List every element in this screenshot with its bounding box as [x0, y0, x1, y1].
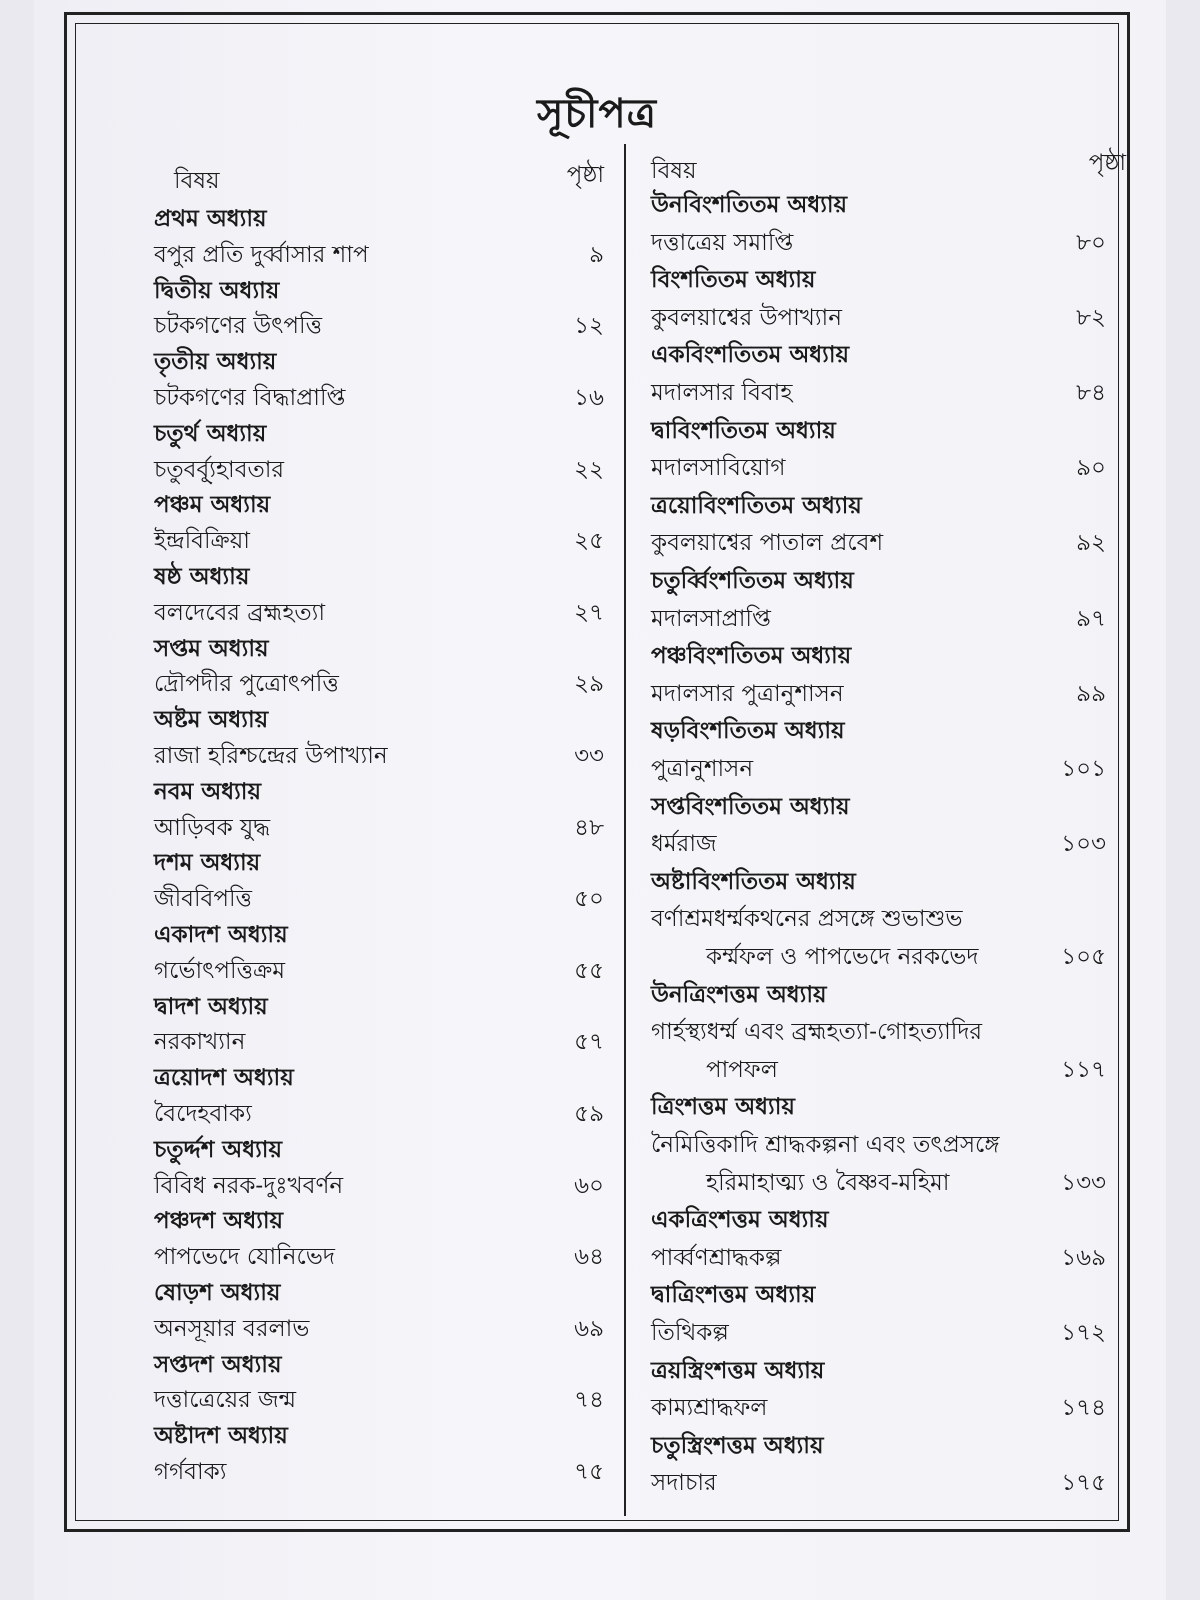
toc-entry-title: চটকগণের উৎপত্তি: [154, 313, 323, 340]
toc-entry-title: নবম অধ্যায়: [154, 777, 262, 805]
toc-entry-title: দ্বিতীয় অধ্যায়: [154, 276, 280, 304]
toc-entry-title: তিথিকল্প: [651, 1320, 729, 1346]
toc-entry-title: ত্রয়োদশ অধ্যায়: [154, 1064, 294, 1092]
toc-entry-title: ইন্দ্রবিক্রিয়া: [154, 528, 250, 555]
toc-entry-title: পঞ্চম অধ্যায়: [154, 491, 271, 519]
toc-page-number: ৮২: [1076, 304, 1106, 331]
toc-entry-title: বৈদেহবাক্য: [154, 1101, 252, 1127]
toc-entry-title: দশম অধ্যায়: [154, 849, 261, 877]
toc-entry-title: মদালসার পুত্রানুশাসন: [651, 680, 844, 707]
toc-entry-title: পঞ্চদশ অধ্যায়: [154, 1207, 284, 1235]
toc-entry-title: গর্ভোৎপত্তিক্রম: [154, 957, 286, 984]
toc-entry-title: পাপফল: [706, 1056, 778, 1083]
toc-page-number: ২২: [574, 456, 604, 483]
toc-entry-title: ষোড়শ অধ্যায়: [154, 1279, 281, 1306]
toc-entry-title: উনত্রিংশত্তম অধ্যায়: [651, 980, 827, 1008]
toc-entry-title: বিংশতিতম অধ্যায়: [651, 266, 816, 294]
toc-page-number: ১৭৪: [1061, 1395, 1106, 1422]
page-title: সূচীপত্র: [537, 90, 657, 137]
toc-page-number: ৫৫: [574, 957, 604, 984]
toc-page-number: ৮৪: [1076, 380, 1106, 406]
toc-entry-title: দ্বাবিংশতিতম অধ্যায়: [651, 416, 836, 444]
toc-page-number: ৭৪: [574, 1387, 604, 1414]
toc-page-number: ৯: [589, 241, 604, 268]
toc-entry-title: চতুর্থ অধ্যায়: [154, 419, 267, 447]
toc-entry-title: একবিংশতিতম অধ্যায়: [651, 341, 850, 369]
toc-page-number: ৯৭: [1076, 605, 1106, 632]
toc-entry-title: অষ্টম অধ্যায়: [154, 706, 269, 734]
toc-entry-title: জীববিপত্তি: [154, 886, 252, 913]
toc-page-number: ৬৯: [574, 1315, 604, 1342]
toc-page-number: ৩৩: [574, 743, 604, 769]
toc-page-number: ১২: [574, 313, 604, 340]
toc-page-number: ৬০: [574, 1172, 604, 1199]
toc-entry-title: গর্গবাক্য: [154, 1459, 227, 1485]
toc-entry-title: প্রথম অধ্যায়: [154, 205, 267, 232]
toc-entry-title: অষ্টাদশ অধ্যায়: [154, 1422, 288, 1450]
toc-entry-title: পুত্রানুশাসন: [651, 756, 754, 782]
toc-entry-title: অনসূয়ার বরলাভ: [154, 1315, 310, 1342]
header-page-left: পৃষ্ঠা: [566, 162, 604, 188]
toc-entry-title: ধর্মরাজ: [651, 831, 717, 858]
toc-entry-title: পাপভেদে যোনিভেদ: [154, 1244, 335, 1271]
toc-page-number: ২৭: [574, 599, 604, 626]
toc-page-number: ১৩৩: [1061, 1169, 1106, 1196]
column-divider: [624, 144, 626, 1516]
header-subject-left: বিষয়: [174, 168, 220, 194]
toc-page-number: ৭৫: [574, 1459, 604, 1485]
toc-page-number: ১৬: [574, 385, 604, 411]
toc-entry-title: চতুর্ব্ব্যূহাবতার: [154, 456, 285, 483]
toc-entry-title: সপ্তদশ অধ্যায়: [154, 1350, 282, 1378]
page-inner-border: [75, 23, 1126, 1521]
toc-entry-title: বলদেবের ব্রহ্মহত্যা: [154, 599, 326, 626]
toc-page-number: ৬৪: [574, 1244, 604, 1271]
toc-page-number: ১০১: [1061, 756, 1106, 782]
toc-entry-title: ষষ্ঠ অধ্যায়: [154, 563, 250, 590]
toc-entry-title: মদালসার বিবাহ: [651, 380, 793, 406]
toc-page-number: ৯০: [1076, 455, 1106, 482]
toc-entry-title: কাম্যশ্রাদ্ধফল: [651, 1395, 768, 1422]
toc-page-number: ৮০: [1076, 229, 1106, 256]
toc-page-number: ২৯: [574, 671, 604, 698]
toc-page-number: ১৬৯: [1061, 1244, 1106, 1271]
toc-entry-title: হরিমাহাত্ম্য ও বৈষ্ণব-মহিমা: [706, 1169, 950, 1196]
toc-entry-title: চটকগণের বিদ্ধাপ্রাপ্তি: [154, 385, 346, 411]
toc-page-number: ১১৭: [1061, 1056, 1106, 1083]
toc-page-number: ৪৮: [574, 814, 604, 841]
toc-entry-title: বপুর প্রতি দুর্ব্বাসার শাপ: [154, 241, 369, 268]
toc-entry-title: দ্বাদশ অধ্যায়: [154, 992, 268, 1020]
toc-entry-title: দ্রৌপদীর পুত্রোৎপত্তি: [154, 671, 339, 698]
toc-entry-title: সদাচার: [651, 1470, 717, 1497]
toc-entry-title: কর্ম্মফল ও পাপভেদে নরকভেদ: [706, 944, 979, 970]
toc-page-number: ৫৯: [574, 1101, 604, 1127]
toc-entry-title: ষড়বিংশতিতম অধ্যায়: [651, 717, 845, 745]
toc-entry-title: দ্বাত্রিংশত্তম অধ্যায়: [651, 1281, 816, 1309]
toc-page-number: ৫০: [574, 886, 604, 913]
toc-page-number: ১০৩: [1061, 831, 1106, 858]
header-page-right: পৃষ্ঠা: [1088, 150, 1126, 176]
toc-entry-title: গার্হস্থ্যধর্ম্ম এবং ব্রহ্মহত্যা-গোহত্যাদির: [651, 1019, 983, 1046]
toc-page-number: ২৫: [574, 528, 604, 555]
toc-entry-title: চতুর্ব্বিংশতিতম অধ্যায়: [651, 567, 854, 594]
book-page: [34, 0, 1166, 1600]
toc-entry-title: দত্তাত্রেয় সমাপ্তি: [651, 229, 794, 256]
toc-entry-title: পঞ্চবিংশতিতম অধ্যায়: [651, 642, 852, 670]
toc-entry-title: সপ্তম অধ্যায়: [154, 634, 269, 662]
toc-entry-title: ত্রয়স্ত্রিংশত্তম অধ্যায়: [651, 1356, 825, 1384]
toc-entry-title: উনবিংশতিতম অধ্যায়: [651, 191, 848, 218]
toc-entry-title: বিবিধ নরক-দুঃখবর্ণন: [154, 1172, 344, 1199]
toc-page-number: ১০৫: [1061, 944, 1106, 970]
toc-entry-title: বর্ণাশ্রমধর্ম্মকথনের প্রসঙ্গে শুভাশুভ: [651, 906, 963, 933]
toc-entry-title: কুবলয়াশ্বের উপাখ্যান: [651, 304, 842, 331]
toc-entry-title: একত্রিংশত্তম অধ্যায়: [651, 1206, 829, 1234]
toc-entry-title: মদালসাবিয়োগ: [651, 455, 786, 482]
toc-entry-title: চতুর্দ্দশ অধ্যায়: [154, 1135, 283, 1163]
page-border: [64, 12, 1130, 1532]
toc-entry-title: একাদশ অধ্যায়: [154, 921, 288, 948]
toc-entry-title: ত্রয়োবিংশতিতম অধ্যায়: [651, 491, 862, 519]
toc-entry-title: নরকাখ্যান: [154, 1029, 246, 1056]
toc-page-number: ১৭৫: [1061, 1470, 1106, 1497]
toc-page-number: ৯৯: [1076, 680, 1106, 707]
toc-entry-title: তৃতীয় অধ্যায়: [154, 348, 277, 376]
toc-entry-title: পার্ব্বণশ্রাদ্ধকল্প: [651, 1244, 782, 1271]
toc-entry-title: চতুস্ত্রিংশত্তম অধ্যায়: [651, 1431, 824, 1459]
toc-entry-title: অষ্টাবিংশতিতম অধ্যায়: [651, 867, 856, 895]
toc-entry-title: সপ্তবিংশতিতম অধ্যায়: [651, 792, 850, 820]
toc-entry-title: নৈমিত্তিকাদি শ্রাদ্ধকল্পনা এবং তৎপ্রসঙ্গে: [651, 1132, 1000, 1158]
toc-page-number: ৯২: [1076, 530, 1106, 557]
toc-entry-title: রাজা হরিশ্চন্দ্রের উপাখ্যান: [154, 743, 388, 769]
toc-page-number: ৫৭: [574, 1029, 604, 1056]
toc-entry-title: মদালসাপ্রাপ্তি: [651, 605, 771, 632]
toc-entry-title: কুবলয়াশ্বের পাতাল প্রবেশ: [651, 530, 884, 557]
toc-entry-title: দত্তাত্রেয়ের জন্ম: [154, 1387, 297, 1414]
toc-entry-title: আড়িবক যুদ্ধ: [154, 814, 271, 841]
toc-entry-title: ত্রিংশত্তম অধ্যায়: [651, 1093, 795, 1121]
header-subject-right: বিষয়: [651, 158, 697, 184]
toc-page-number: ১৭২: [1061, 1320, 1106, 1346]
